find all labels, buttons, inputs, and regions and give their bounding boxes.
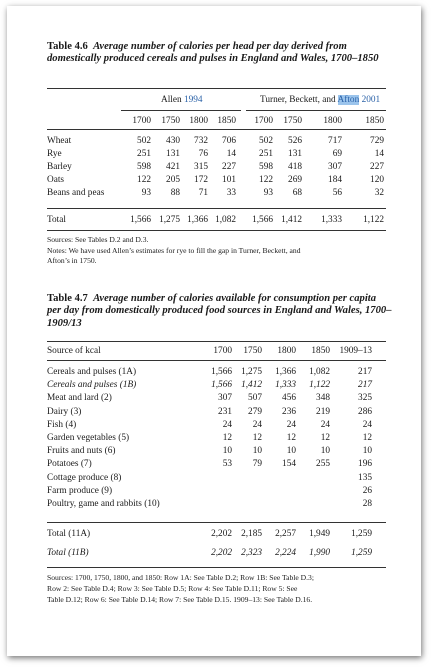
table-cell: 69	[332, 149, 342, 159]
table-cell: 706	[222, 136, 236, 146]
table-cell: 68	[292, 188, 302, 198]
table-cell: 93	[263, 188, 273, 198]
table-cell: 71	[198, 188, 208, 198]
year-header: 1909–13	[339, 346, 372, 356]
table-4-6-caption: Average number of calories per head per day derived from domestically produced cereals and pulses in England and Wales, 1700–1850	[47, 41, 379, 65]
table-cell: 279	[248, 406, 262, 417]
table-cell: 729	[370, 136, 384, 146]
table-4-6-notes-line1: Notes: We have used Allen’s estimates for rye to fill the gap in Turner, Beckett, and	[47, 246, 301, 255]
table-cell: 217	[358, 367, 372, 377]
table-cell: 2,202	[211, 548, 232, 558]
table-cell: 135	[358, 472, 372, 483]
year-header: 1800	[277, 346, 296, 356]
sources-line: Sources: 1700, 1750, 1800, and 1850: Row 1A: See Table D.2; Row 1B: See Table D.3;	[47, 573, 314, 582]
table-cell: 14	[374, 149, 384, 159]
table-cell: 502	[259, 136, 273, 146]
table-cell: 526	[288, 136, 302, 146]
table-cell: 307	[328, 162, 342, 172]
table-cell: 717	[328, 136, 342, 146]
year-header: 1750	[283, 116, 302, 126]
source-of-kcal-header: Source of kcal	[47, 346, 101, 356]
table-cell: 227	[370, 162, 384, 172]
table-cell: 251	[137, 149, 151, 159]
table-cell: 1,566	[252, 215, 273, 225]
table-cell: 1,566	[211, 367, 232, 377]
table-4-6-number: Table 4.6	[47, 41, 88, 52]
table-cell: 418	[288, 162, 302, 172]
table-cell: 154	[282, 459, 296, 470]
table-cell: 430	[166, 136, 180, 146]
row-label: Beans and peas	[47, 188, 105, 198]
table-cell: 1,082	[309, 367, 330, 377]
table-cell: 76	[198, 149, 208, 159]
rule-top	[47, 88, 386, 89]
row-label: Total (11A)	[47, 529, 91, 539]
table-cell: 122	[137, 175, 151, 185]
table-cell: 2,257	[275, 529, 296, 539]
table-cell: 1,082	[215, 215, 236, 225]
table-cell: 122	[259, 175, 273, 185]
rule-total-top	[47, 208, 386, 209]
table-cell: 24	[362, 419, 372, 430]
table-cell: 79	[252, 459, 262, 470]
table-cell: 236	[282, 406, 296, 417]
table-cell: 2,185	[241, 529, 262, 539]
table-cell: 131	[166, 149, 180, 159]
table-cell: 101	[222, 175, 236, 185]
row-label: Cereals and pulses (1B)	[47, 380, 137, 391]
table-cell: 315	[194, 162, 208, 172]
table-cell: 286	[358, 406, 372, 417]
year-header: 1750	[243, 346, 262, 356]
table-cell: 1,566	[130, 215, 151, 225]
t47-rule-bottom	[47, 567, 386, 568]
year-header: 1850	[311, 346, 330, 356]
year-header: 1850	[365, 116, 384, 126]
table-cell: 93	[141, 188, 151, 198]
table-cell: 12	[362, 433, 372, 443]
table-cell: 53	[222, 459, 232, 470]
table-cell: 24	[252, 419, 262, 430]
table-cell: 12	[320, 433, 330, 443]
table-4-7-number: Table 4.7	[47, 293, 88, 304]
tba-group-header	[260, 95, 380, 106]
table-cell: 2,224	[275, 548, 296, 558]
table-cell: 131	[288, 149, 302, 159]
row-label: Fruits and nuts (6)	[47, 446, 116, 457]
table-cell: 1,366	[187, 215, 208, 225]
table-cell: 1,366	[275, 367, 296, 377]
row-label: Total (11B)	[47, 548, 89, 558]
table-cell: 231	[218, 406, 232, 417]
table-cell: 26	[362, 485, 372, 496]
year-header: 1800	[189, 116, 208, 126]
allen-citation[interactable]: 1994	[183, 95, 203, 105]
table-cell: 1,259	[351, 529, 372, 539]
table-cell: 1,333	[275, 380, 296, 391]
sources-line: Table D.12; Row 6: See Table D.14; Row 7: See Table D.15. 1909–13: See Table D.16.	[47, 595, 313, 604]
row-label: Fish (4)	[47, 419, 77, 430]
row-label: Oats	[47, 175, 65, 185]
table-cell: 2,323	[241, 548, 262, 558]
table-cell: 24	[320, 419, 330, 430]
row-label: Wheat	[47, 136, 72, 146]
table-cell: 2,202	[211, 529, 232, 539]
table-cell: 307	[218, 393, 232, 404]
table-cell: 10	[222, 446, 232, 457]
row-label: Poultry, game and rabbits (10)	[47, 499, 160, 509]
allen-label: Allen	[161, 95, 182, 105]
table-cell: 1,412	[241, 380, 262, 391]
table-cell: 205	[166, 175, 180, 185]
table-cell: 598	[259, 162, 273, 172]
row-label: Total	[47, 215, 66, 225]
table-cell: 325	[358, 393, 372, 404]
table-4-7-caption: Average number of calories available for consumption per capita per day from domestically produced food sources in England and Wales, 1700–1909/13	[47, 293, 392, 329]
table-4-6-sources: Sources: See Tables D.2 and D.3.	[47, 235, 149, 244]
tba-citation[interactable]: 2001	[361, 95, 381, 105]
table-cell: 598	[137, 162, 151, 172]
table-cell: 12	[286, 433, 296, 443]
table-cell: 269	[288, 175, 302, 185]
table-cell: 1,275	[241, 367, 262, 377]
table-cell: 10	[320, 446, 330, 457]
tba-group-rule	[246, 110, 386, 111]
year-header: 1850	[217, 116, 236, 126]
allen-group-header	[161, 95, 203, 106]
table-cell: 32	[374, 188, 384, 198]
table-cell: 255	[316, 459, 330, 470]
allen-group-rule	[121, 110, 241, 111]
year-header: 1700	[213, 346, 232, 356]
t47-rule-header	[47, 360, 386, 361]
table-cell: 184	[328, 175, 342, 185]
table-cell: 196	[358, 459, 372, 470]
year-header: 1700	[254, 116, 273, 126]
rule-header	[47, 129, 386, 130]
table-4-6-notes-line2: Afton’s in 1750.	[47, 256, 97, 265]
table-cell: 12	[252, 433, 262, 443]
table-cell: 219	[316, 406, 330, 417]
table-cell: 1,990	[309, 548, 330, 558]
table-cell: 217	[358, 380, 372, 391]
table-cell: 120	[370, 175, 384, 185]
table-cell: 251	[259, 149, 273, 159]
table-cell: 28	[362, 499, 372, 509]
tba-highlighted-text[interactable]: Afton	[337, 95, 360, 105]
row-label: Barley	[47, 162, 72, 172]
table-cell: 172	[194, 175, 208, 185]
row-label: Potatoes (7)	[47, 459, 92, 470]
sources-line: Row 2: See Table D.4; Row 3: See Table D.5; Row 4: See Table D.11; Row 5: See	[47, 584, 298, 593]
t47-rule-top	[47, 341, 386, 342]
table-cell: 227	[222, 162, 236, 172]
row-label: Meat and lard (2)	[47, 393, 112, 404]
table-4-7-title	[47, 293, 392, 330]
table-cell: 1,122	[309, 380, 330, 391]
table-cell: 10	[252, 446, 262, 457]
table-cell: 1,412	[281, 215, 302, 225]
table-cell: 88	[170, 188, 180, 198]
table-4-6-title	[47, 41, 387, 66]
row-label: Farm produce (9)	[47, 485, 113, 496]
row-label: Rye	[47, 149, 62, 159]
row-label: Dairy (3)	[47, 406, 82, 417]
table-cell: 421	[166, 162, 180, 172]
table-cell: 24	[286, 419, 296, 430]
table-cell: 732	[194, 136, 208, 146]
table-cell: 507	[248, 393, 262, 404]
year-header: 1700	[132, 116, 151, 126]
table-cell: 10	[286, 446, 296, 457]
year-header: 1750	[161, 116, 180, 126]
table-cell: 1,259	[351, 548, 372, 558]
table-cell: 1,275	[159, 215, 180, 225]
rule-bottom	[47, 230, 386, 231]
table-cell: 456	[282, 393, 296, 404]
table-cell: 10	[362, 446, 372, 457]
t47-rule-total-top	[47, 522, 386, 523]
table-cell: 56	[332, 188, 342, 198]
table-cell: 14	[226, 149, 236, 159]
table-cell: 502	[137, 136, 151, 146]
table-cell: 348	[316, 393, 330, 404]
row-label: Cereals and pulses (1A)	[47, 367, 137, 377]
year-header: 1800	[323, 116, 342, 126]
table-cell: 1,333	[321, 215, 342, 225]
table-cell: 1,949	[309, 529, 330, 539]
tba-label: Turner, Beckett, and	[260, 95, 336, 105]
table-cell: 12	[222, 433, 232, 443]
table-cell: 24	[222, 419, 232, 430]
table-cell: 1,122	[363, 215, 384, 225]
row-label: Cottage produce (8)	[47, 472, 122, 483]
row-label: Garden vegetables (5)	[47, 433, 130, 443]
table-cell: 1,566	[211, 380, 232, 391]
table-cell: 33	[226, 188, 236, 198]
